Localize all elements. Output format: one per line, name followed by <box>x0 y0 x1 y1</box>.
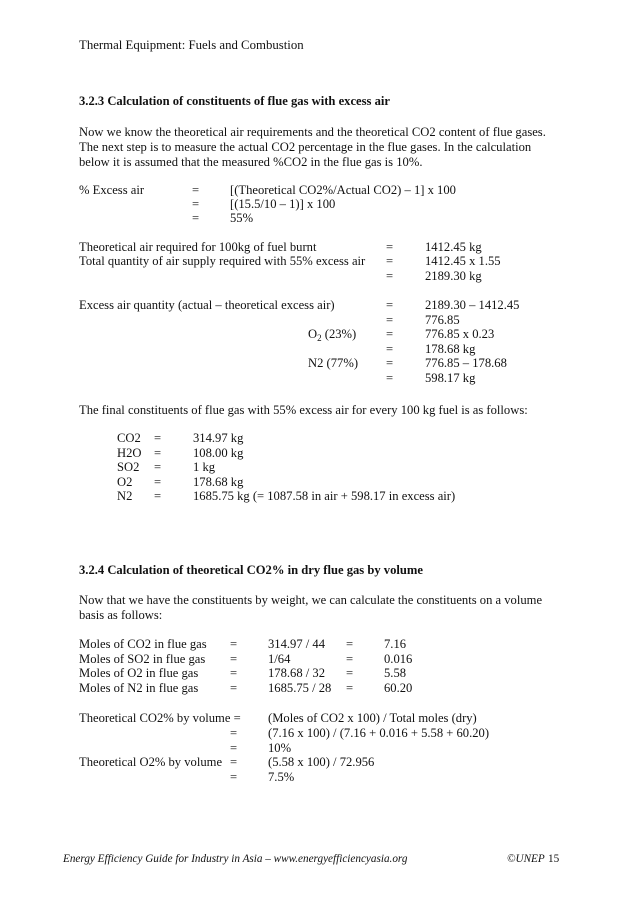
section-heading-3-2-3: 3.2.3 Calculation of constituents of flue gas with excess air <box>79 94 390 108</box>
moles-eq2: = <box>346 681 354 695</box>
moles-val: 0.016 <box>384 652 413 666</box>
constituent-eq: = <box>154 475 162 489</box>
moles-expr: 1685.75 / 28 <box>268 681 332 695</box>
o2-base: O <box>308 327 318 341</box>
theo-val: (7.16 x 100) / (7.16 + 0.016 + 5.58 + 60.20) <box>268 726 490 740</box>
excess-qty-val: 776.85 – 178.68 <box>425 356 507 370</box>
moles-label: Moles of CO2 in flue gas <box>79 637 207 651</box>
moles-val: 7.16 <box>384 637 407 651</box>
constituent-name: SO2 <box>117 460 140 474</box>
intro-line-3: below it is assumed that the measured %CO2 in the flue gas is 10%. <box>79 155 423 169</box>
footer-text: Energy Efficiency Guide for Industry in Asia – www.energyefficiencyasia.org <box>63 853 408 865</box>
excess-eq: = <box>192 183 200 197</box>
moles-label: Moles of O2 in flue gas <box>79 666 199 680</box>
excess-qty-label: Excess air quantity (actual – theoretical excess air) <box>79 298 335 312</box>
moles-eq1: = <box>230 666 238 680</box>
air-val: 2189.30 kg <box>425 269 482 283</box>
constituent-name: O2 <box>117 475 133 489</box>
constituent-val: 1685.75 kg (= 1087.58 in air + 598.17 in excess air) <box>193 489 456 503</box>
intro-line-1: Now we know the theoretical air requirements and the theoretical CO2 content of flue gases. <box>79 125 546 139</box>
intro-line-2: The next step is to measure the actual CO2 percentage in the flue gases. In the calculation <box>79 140 532 154</box>
theo-eq: = <box>230 741 238 755</box>
constituent-val: 178.68 kg <box>193 475 244 489</box>
o2-subscript: 2 <box>317 333 322 343</box>
constituent-eq: = <box>154 460 162 474</box>
moles-eq2: = <box>346 666 354 680</box>
air-val: 1412.45 kg <box>425 240 482 254</box>
excess-qty-eq: = <box>386 327 394 341</box>
footer-copyright: ©UNEP <box>507 853 545 865</box>
excess-qty-val: 776.85 x 0.23 <box>425 327 495 341</box>
air-eq: = <box>386 269 394 283</box>
section-heading-3-2-4: 3.2.4 Calculation of theoretical CO2% in dry flue gas by volume <box>79 563 423 577</box>
excess-eq: = <box>192 211 200 225</box>
constituent-val: 1 kg <box>193 460 216 474</box>
theo-val: (5.58 x 100) / 72.956 <box>268 755 375 769</box>
theo-eq: = <box>230 755 238 769</box>
o2-rest: (23%) <box>321 327 357 341</box>
constituent-eq: = <box>154 446 162 460</box>
page-number: 15 <box>548 853 560 865</box>
excess-qty-val: 776.85 <box>425 313 460 327</box>
excess-val: [(15.5/10 – 1)] x 100 <box>230 197 336 211</box>
theo-eq: = <box>230 726 238 740</box>
excess-qty-eq: = <box>386 356 394 370</box>
excess-qty-eq: = <box>386 298 394 312</box>
excess-qty-eq: = <box>386 371 394 385</box>
moles-expr: 314.97 / 44 <box>268 637 326 651</box>
moles-eq1: = <box>230 652 238 666</box>
sec2-intro-line-2: basis as follows: <box>79 608 163 622</box>
air-eq: = <box>386 254 394 268</box>
moles-eq2: = <box>346 652 354 666</box>
excess-val: [(Theoretical CO2%/Actual CO2) – 1] x 100 <box>230 183 456 197</box>
o2-label <box>308 327 356 343</box>
moles-eq1: = <box>230 637 238 651</box>
air-label: Total quantity of air supply required with 55% excess air <box>79 254 366 268</box>
excess-qty-eq: = <box>386 313 394 327</box>
excess-eq: = <box>192 197 200 211</box>
moles-val: 5.58 <box>384 666 407 680</box>
moles-eq1: = <box>230 681 238 695</box>
excess-qty-val: 2189.30 – 1412.45 <box>425 298 520 312</box>
theo-val: 10% <box>268 741 292 755</box>
constituent-name: N2 <box>117 489 133 503</box>
constituent-name: CO2 <box>117 431 141 445</box>
moles-label: Moles of N2 in flue gas <box>79 681 199 695</box>
theo-label: Theoretical O2% by volume <box>79 755 223 769</box>
page-header: Thermal Equipment: Fuels and Combustion <box>79 38 304 52</box>
moles-val: 60.20 <box>384 681 413 695</box>
air-eq: = <box>386 240 394 254</box>
excess-qty-eq: = <box>386 342 394 356</box>
excess-air-label: % Excess air <box>79 183 145 197</box>
moles-expr: 1/64 <box>268 652 291 666</box>
constituent-name: H2O <box>117 446 142 460</box>
constituent-val: 314.97 kg <box>193 431 244 445</box>
n2-label: N2 (77%) <box>308 356 359 370</box>
excess-qty-val: 178.68 kg <box>425 342 476 356</box>
theo-label: Theoretical CO2% by volume = <box>79 711 241 725</box>
sec2-intro-line-1: Now that we have the constituents by weight, we can calculate the constituents on a volume <box>79 593 543 607</box>
constituent-eq: = <box>154 431 162 445</box>
constituent-eq: = <box>154 489 162 503</box>
air-label: Theoretical air required for 100kg of fuel burnt <box>79 240 317 254</box>
theo-val: 7.5% <box>268 770 295 784</box>
moles-label: Moles of SO2 in flue gas <box>79 652 206 666</box>
excess-val: 55% <box>230 211 254 225</box>
final-intro: The final constituents of flue gas with 55% excess air for every 100 kg fuel is as follows: <box>79 403 528 417</box>
air-val: 1412.45 x 1.55 <box>425 254 501 268</box>
moles-expr: 178.68 / 32 <box>268 666 326 680</box>
moles-eq2: = <box>346 637 354 651</box>
theo-eq: = <box>230 770 238 784</box>
constituent-val: 108.00 kg <box>193 446 244 460</box>
theo-val: (Moles of CO2 x 100) / Total moles (dry) <box>268 711 477 725</box>
excess-qty-val: 598.17 kg <box>425 371 476 385</box>
